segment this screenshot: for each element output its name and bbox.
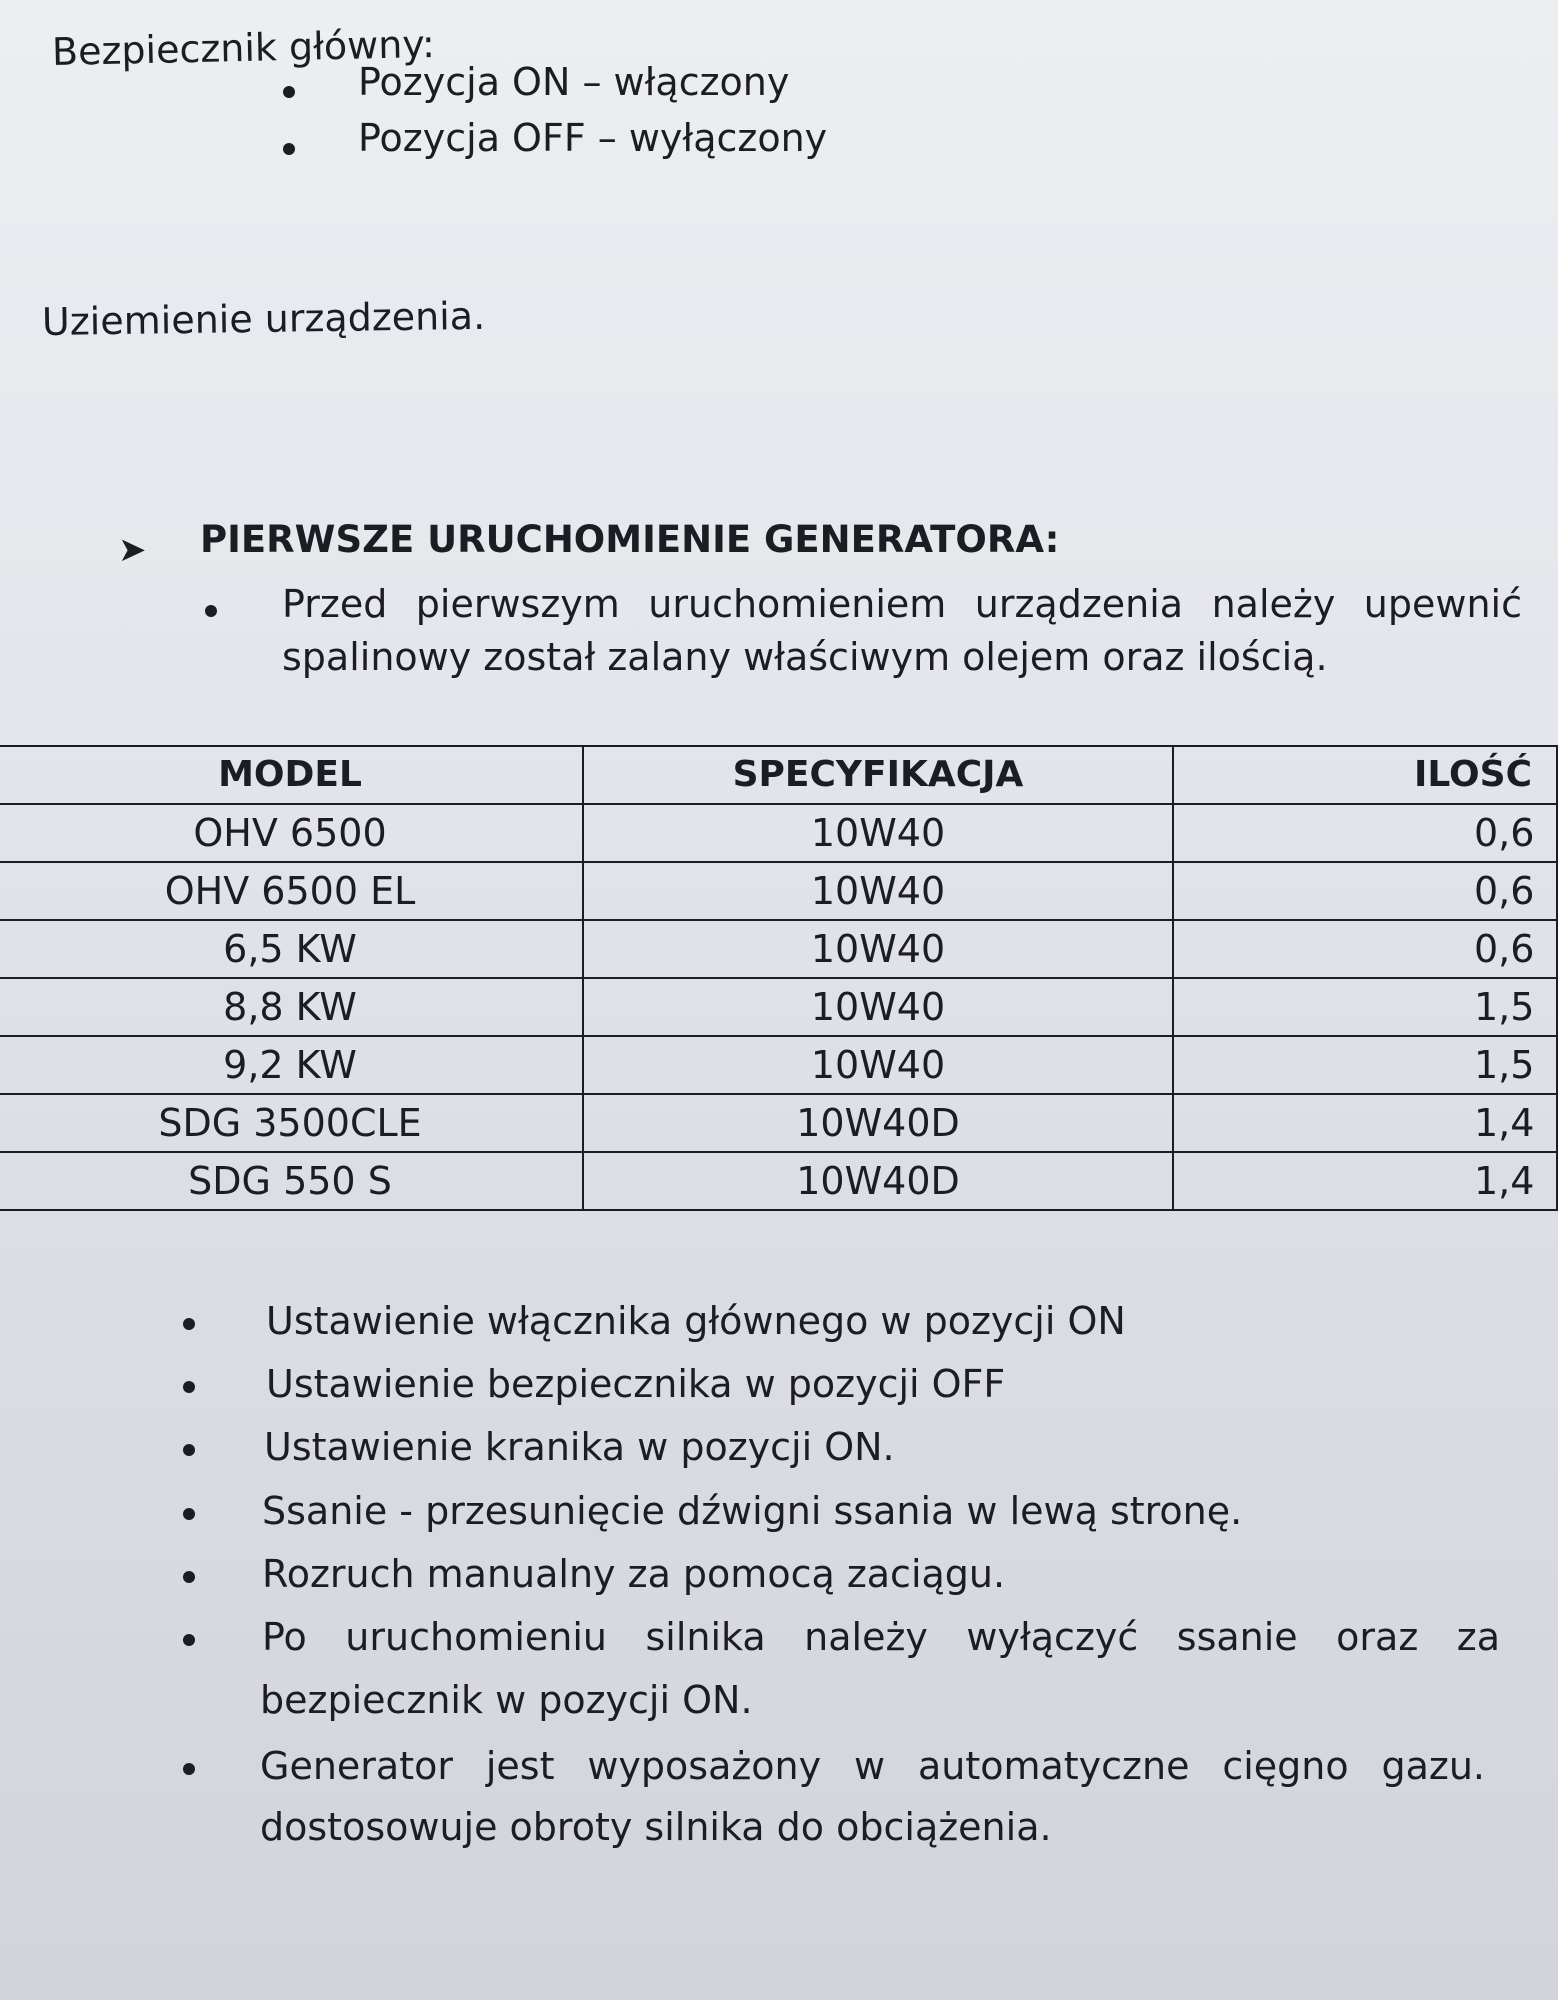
cell-model: 9,2 KW (0, 1036, 583, 1094)
oil-table (0, 745, 1558, 1211)
table-row (0, 804, 1557, 862)
cell-model: SDG 550 S (0, 1152, 583, 1210)
cell-qty: 0,6 (1173, 862, 1557, 920)
step-throttle-line1: Generator jest wyposażony w automatyczne cięgno gazu. (260, 1744, 1485, 1788)
step-main-switch: Ustawienie włącznika głównego w pozycji ON (266, 1299, 1126, 1343)
fuse-item-on: Pozycja ON – włączony (358, 60, 790, 104)
step-tap-on: Ustawienie kranika w pozycji ON. (264, 1425, 895, 1469)
bullet-icon (183, 1634, 195, 1646)
cell-qty: 1,4 (1173, 1152, 1557, 1210)
cell-spec: 10W40 (583, 978, 1173, 1036)
bullet-icon (183, 1318, 195, 1330)
table-row (0, 1036, 1557, 1094)
cell-spec: 10W40 (583, 1036, 1173, 1094)
cell-model: 6,5 KW (0, 920, 583, 978)
first-start-note-line1: Przed pierwszym uruchomieniem urządzenia należy upewnić (282, 582, 1522, 626)
cell-model: OHV 6500 (0, 804, 583, 862)
bullet-icon (183, 1381, 195, 1393)
cell-model: OHV 6500 EL (0, 862, 583, 920)
bullet-icon (283, 86, 295, 98)
step-manual-start: Rozruch manualny za pomocą zaciągu. (262, 1552, 1006, 1596)
first-start-note-line2: spalinowy został zalany właściwym olejem oraz ilością. (282, 635, 1328, 679)
table-row (0, 1152, 1557, 1210)
cell-qty: 1,4 (1173, 1094, 1557, 1152)
cell-spec: 10W40D (583, 1152, 1173, 1210)
bullet-icon (183, 1571, 195, 1583)
step-after-start-line1: Po uruchomieniu silnika należy wyłączyć ssanie oraz za (262, 1615, 1500, 1659)
step-throttle-line2: dostosowuje obroty silnika do obciążenia. (260, 1805, 1052, 1849)
cell-model: SDG 3500CLE (0, 1094, 583, 1152)
first-start-heading: PIERWSZE URUCHOMIENIE GENERATORA: (200, 518, 1060, 561)
step-fuse-off: Ustawienie bezpiecznika w pozycji OFF (266, 1362, 1006, 1406)
bullet-icon (205, 605, 217, 617)
cell-qty: 1,5 (1173, 978, 1557, 1036)
header-spec: SPECYFIKACJA (583, 746, 1173, 804)
table-row (0, 920, 1557, 978)
bullet-icon (183, 1763, 195, 1775)
header-qty: ILOŚĆ (1173, 746, 1557, 804)
bullet-icon (183, 1508, 195, 1520)
arrow-bullet-icon: ➤ (118, 530, 147, 570)
table-header-row (0, 746, 1557, 804)
table-row (0, 862, 1557, 920)
cell-qty: 1,5 (1173, 1036, 1557, 1094)
fuse-title: Bezpiecznik główny: (51, 21, 436, 74)
cell-spec: 10W40 (583, 804, 1173, 862)
step-after-start-line2: bezpiecznik w pozycji ON. (260, 1678, 753, 1722)
bullet-icon (283, 143, 295, 155)
step-choke: Ssanie - przesunięcie dźwigni ssania w lewą stronę. (262, 1489, 1243, 1533)
header-model: MODEL (0, 746, 583, 804)
cell-spec: 10W40 (583, 920, 1173, 978)
cell-spec: 10W40D (583, 1094, 1173, 1152)
bullet-icon (183, 1444, 195, 1456)
cell-spec: 10W40 (583, 862, 1173, 920)
table-row (0, 978, 1557, 1036)
fuse-item-off: Pozycja OFF – wyłączony (358, 116, 828, 160)
cell-model: 8,8 KW (0, 978, 583, 1036)
cell-qty: 0,6 (1173, 920, 1557, 978)
table-row (0, 1094, 1557, 1152)
grounding-text: Uziemienie urządzenia. (41, 293, 486, 344)
cell-qty: 0,6 (1173, 804, 1557, 862)
